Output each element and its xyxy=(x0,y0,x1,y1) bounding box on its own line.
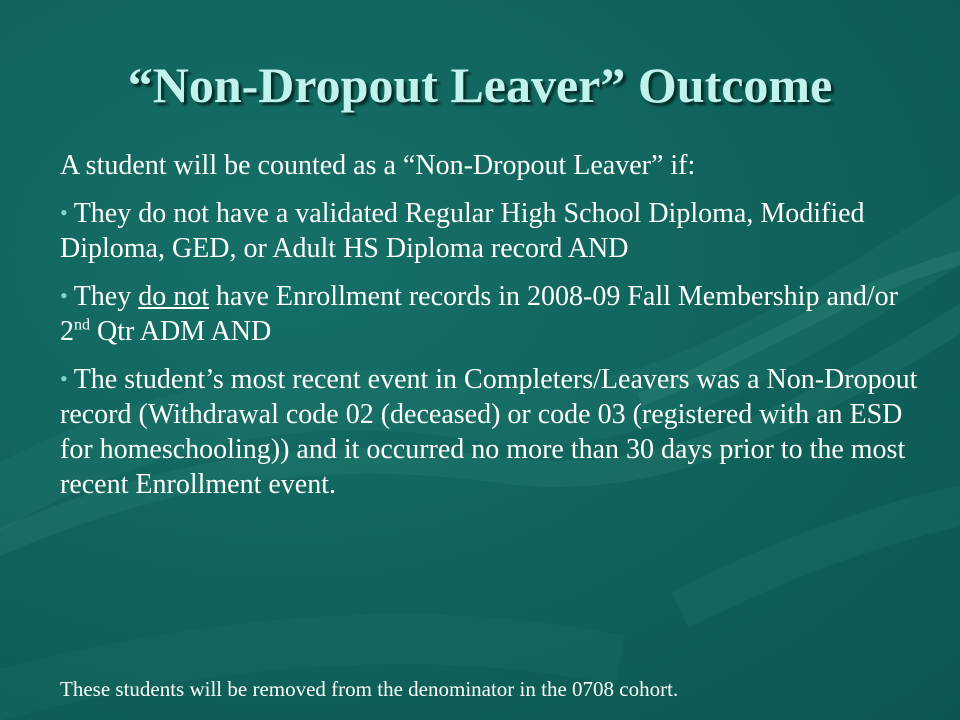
bullet-icon: • xyxy=(60,283,68,308)
bullet-text-underlined: do not xyxy=(138,281,210,312)
bullet-item-3 xyxy=(60,361,920,502)
slide-body xyxy=(60,148,920,514)
bullet-item-1 xyxy=(60,195,920,266)
bullet-text: They do not have a validated Regular High School Diploma, Modified Diploma, GED, or Adult HS Diploma record AND xyxy=(60,198,865,264)
slide-title: “Non-Dropout Leaver” Outcome xyxy=(127,57,833,113)
footer-note: These students will be removed from the denominator in the 0708 cohort. xyxy=(60,677,679,701)
bullet-icon: • xyxy=(60,200,68,225)
bullet-text: The student’s most recent event in Completers/Leavers was a Non-Dropout record (Withdrawal code 02 (deceased) or code 03 (registered with an ESD for homeschooling)) and it occurred no more than 30 days prior to the most recent Enrollment event. xyxy=(60,364,918,500)
bullet-item-2 xyxy=(60,278,920,349)
bullet-text-post: have Enrollment records in 2008-09 Fall Membership and/or 2 xyxy=(60,281,898,347)
bullet-text-superscript: nd xyxy=(74,316,90,334)
bullet-text-tail: Qtr ADM AND xyxy=(90,316,272,347)
bullet-icon: • xyxy=(60,366,68,391)
intro-text: A student will be counted as a “Non-Dropout Leaver” if: xyxy=(60,150,696,181)
bullet-text-pre: They xyxy=(73,281,139,312)
